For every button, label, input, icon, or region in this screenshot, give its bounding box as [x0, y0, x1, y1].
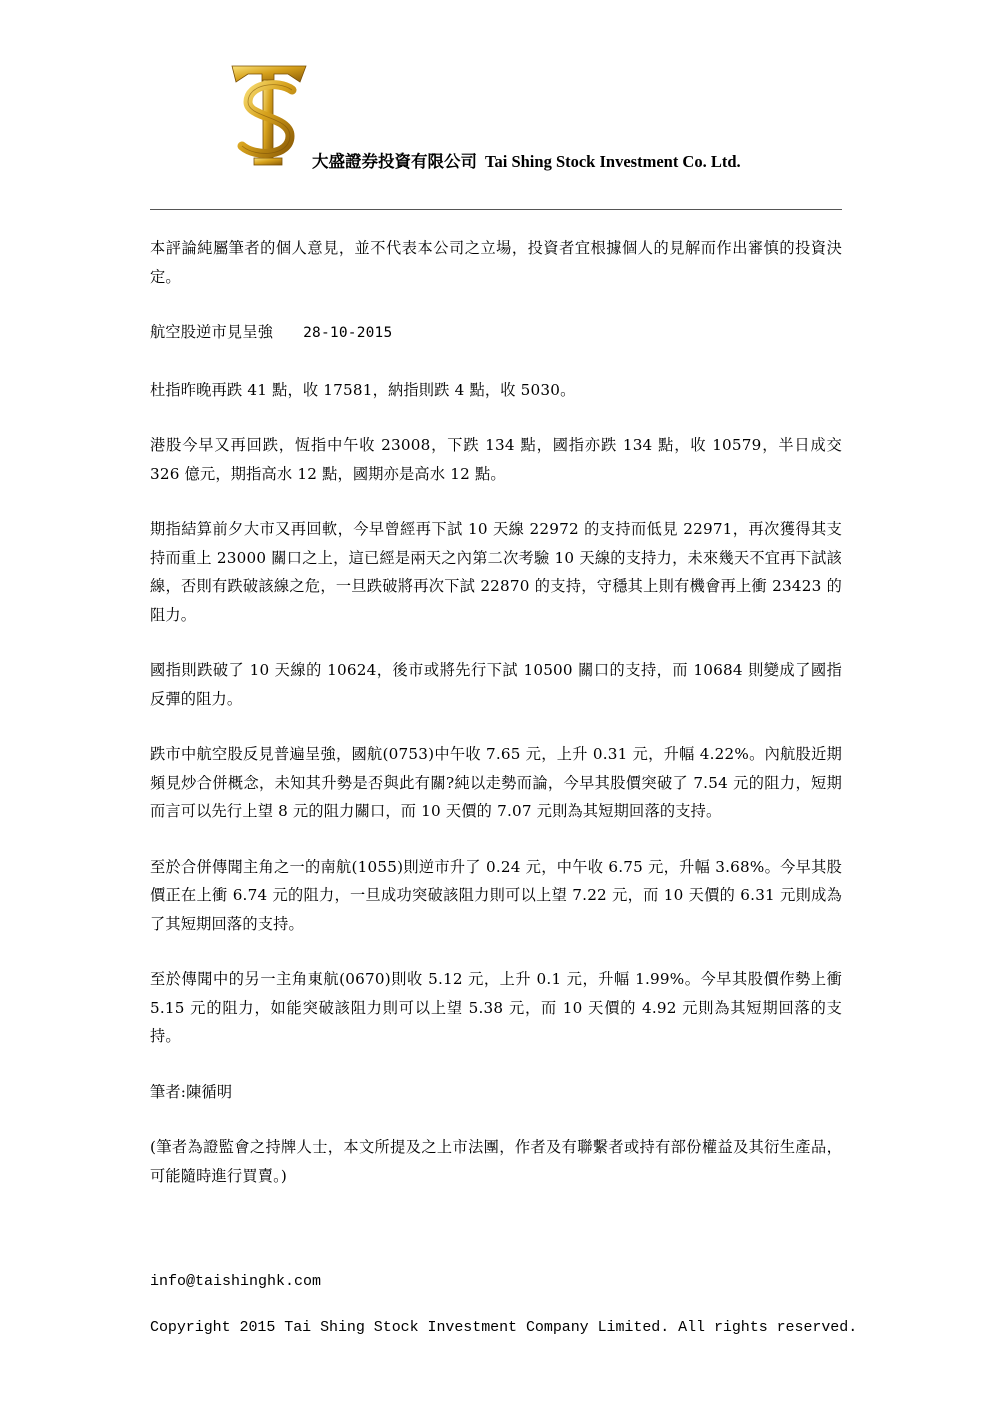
- paragraph-5: 跌市中航空股反見普遍呈強，國航(0753)中午收 7.65 元，上升 0.31 元，升幅 4.22%。內航股近期頻見炒合併概念，未知其升勢是否與此有關?純以走勢而論，今早其股價突破了 7.54 元的阻力，短期而言可以先行上望 8 元的阻力關口，而 10 天價的 7.07 元則為其短期回落的支持。: [150, 745, 842, 820]
- contact-email[interactable]: info@taishinghk.com: [150, 1273, 322, 1290]
- ts-logo-icon: [226, 60, 310, 170]
- article-title: 航空股逆市見呈強: [150, 323, 274, 341]
- company-name-cn: 大盛證券投資有限公司: [312, 152, 477, 171]
- article-body: [150, 234, 842, 1190]
- copyright-notice: Copyright 2015 Tai Shing Stock Investment Company Limited. All rights reserved.: [150, 1319, 858, 1336]
- logo: [226, 60, 310, 170]
- paragraph-3: 期指結算前夕大市又再回軟，今早曾經再下試 10 天線 22972 的支持而低見 22971，再次獲得其支持而重上 23000 關口之上，這已經是兩天之內第二次考驗 10 天線的支持力，未來幾天不宜再下試該線，否則有跌破該線之危，一旦跌破將再次下試 22870 的支持，守穩其上則有機會再上衝 23423 的阻力。: [150, 520, 842, 624]
- paragraph-6: 至於合併傳聞主角之一的南航(1055)則逆市升了 0.24 元，中午收 6.75 元，升幅 3.68%。今早其股價正在上衝 6.74 元的阻力，一旦成功突破該阻力則可以上望 7.22 元，而 10 天價的 6.31 元則成為了其短期回落的支持。: [150, 857, 842, 933]
- header-divider: [150, 209, 842, 210]
- article-heading: [150, 318, 842, 348]
- paragraph-4: 國指則跌破了 10 天線的 10624，後市或將先行下試 10500 關口的支持，而 10684 則變成了國指反彈的阻力。: [150, 661, 842, 708]
- paragraph-7: 至於傳聞中的另一主角東航(0670)則收 5.12 元，上升 0.1 元，升幅 1.99%。今早其股價作勢上衝 5.15 元的阻力，如能突破該阻力則可以上望 5.38 元，而 10 天價的 4.92 元則為其短期回落的支持。: [150, 970, 842, 1045]
- paragraph-1: 杜指昨晚再跌 41 點，收 17581，納指則跌 4 點，收 5030。: [150, 380, 576, 399]
- article-date: 28-10-2015: [303, 325, 393, 341]
- company-name: [312, 150, 741, 174]
- paragraph-2: 港股今早又再回跌，恆指中午收 23008，下跌 134 點，國指亦跌 134 點，收 10579，半日成交 326 億元，期指高水 12 點，國期亦是高水 12 點。: [150, 436, 842, 483]
- author-note: (筆者為證監會之持牌人士，本文所提及之上市法團，作者及有聯繫者或持有部份權益及其衍生產品，可能隨時進行買賣。): [150, 1138, 842, 1185]
- company-name-en: Tai Shing Stock Investment Co. Ltd.: [485, 152, 741, 171]
- author: 筆者:陳循明: [150, 1082, 233, 1101]
- disclaimer: 本評論純屬筆者的個人意見，並不代表本公司之立場，投資者宜根據個人的見解而作出審慎的投資決定。: [150, 239, 842, 286]
